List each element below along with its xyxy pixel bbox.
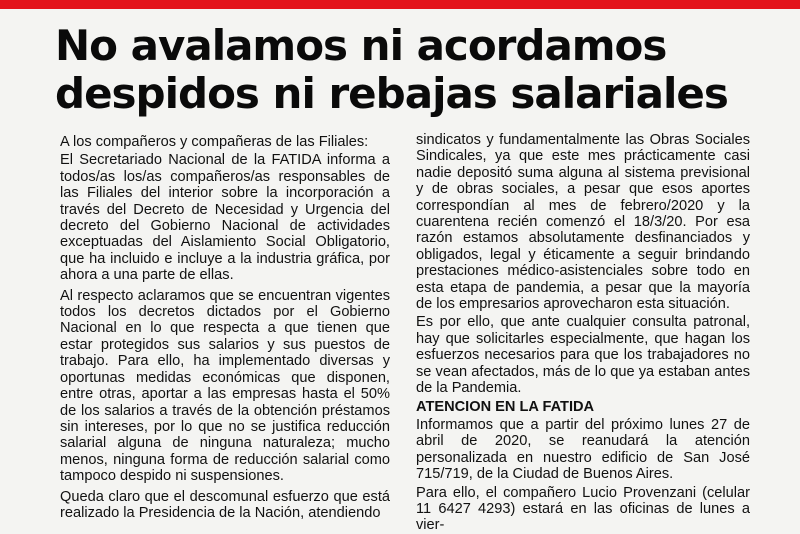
headline-line-1: No avalamos ni acordamos bbox=[55, 21, 667, 70]
left-column bbox=[60, 134, 390, 521]
right-column bbox=[416, 132, 750, 534]
paragraph: Queda claro que el descomunal esfuerzo que está realizado la Presidencia de la Nación, atendiendo bbox=[60, 488, 390, 521]
paragraph: sindicatos y fundamentalmente las Obras Sociales Sindicales, ya que este mes prácticamente casi nadie depositó suma alguna al sistema previsional y de obras sociales, a pesar que esos aportes correspondían al mes de febrero/2020 y la cuarentena recién comenzó el 18/3/20. Por esa razón estamos absolutamente desfinanciados y obligados, legal y éticamente a seguir brindando prestaciones médico-asistenciales sobre todo en esta etapa de pandemia, a pesar que la mayoría de los empresarios aprovecharon esta situación. bbox=[416, 132, 750, 313]
salutation: A los compañeros y compañeras de las Filiales: bbox=[60, 134, 369, 150]
red-top-bar bbox=[0, 0, 800, 9]
paragraph: Al respecto aclaramos que se encuentran vigentes todos los decretos dictados por el Gobierno Nacional en lo que respecta a que tienen que estar protegidos sus salarios y sus puestos de trabajo. Para ello, ha implementado diversas y oportunas medidas económicas que disponen, entre otras, aportar a las empresas hasta el 50% de los salarios a través de la obtención préstamos sin intereses, por lo que no se justifica reducción salarial alguna de ninguna naturaleza; mucho menos, ninguna forma de reducción salarial como tampoco despido ni suspensiones. bbox=[60, 287, 390, 485]
paragraph: Informamos que a partir del próximo lunes 27 de abril de 2020, se reanudará la atención personalizada en nuestro edificio de San José 715/719, de la Ciudad de Buenos Aires. bbox=[416, 416, 750, 483]
headline bbox=[55, 22, 785, 118]
section-subheading: ATENCION EN LA FATIDA bbox=[416, 398, 595, 415]
headline-line-2: despidos ni rebajas salariales bbox=[55, 69, 728, 118]
paragraph: Para ello, el compañero Lucio Provenzani (celular 11 6427 4293) estará en las oficinas de lunes a vier- bbox=[416, 484, 750, 534]
paragraph: Es por ello, que ante cualquier consulta patronal, hay que solicitarles especialmente, que hagan los esfuerzos necesarios para que los trabajadores no se vean afectados, más de lo que ya estaban antes de la Pandemia. bbox=[416, 314, 750, 397]
paragraph: El Secretariado Nacional de la FATIDA informa a todos/as los/as compañeros/as responsables de las Filiales del interior sobre la incorporación a través del Decreto de Necesidad y Urgencia del decreto del Gobierno Nacional de actividades exceptuadas del Aislamiento Social Obligatorio, que ha incluido e incluye a la industria gráfica, por ahora a una parte de ellas. bbox=[60, 152, 390, 284]
